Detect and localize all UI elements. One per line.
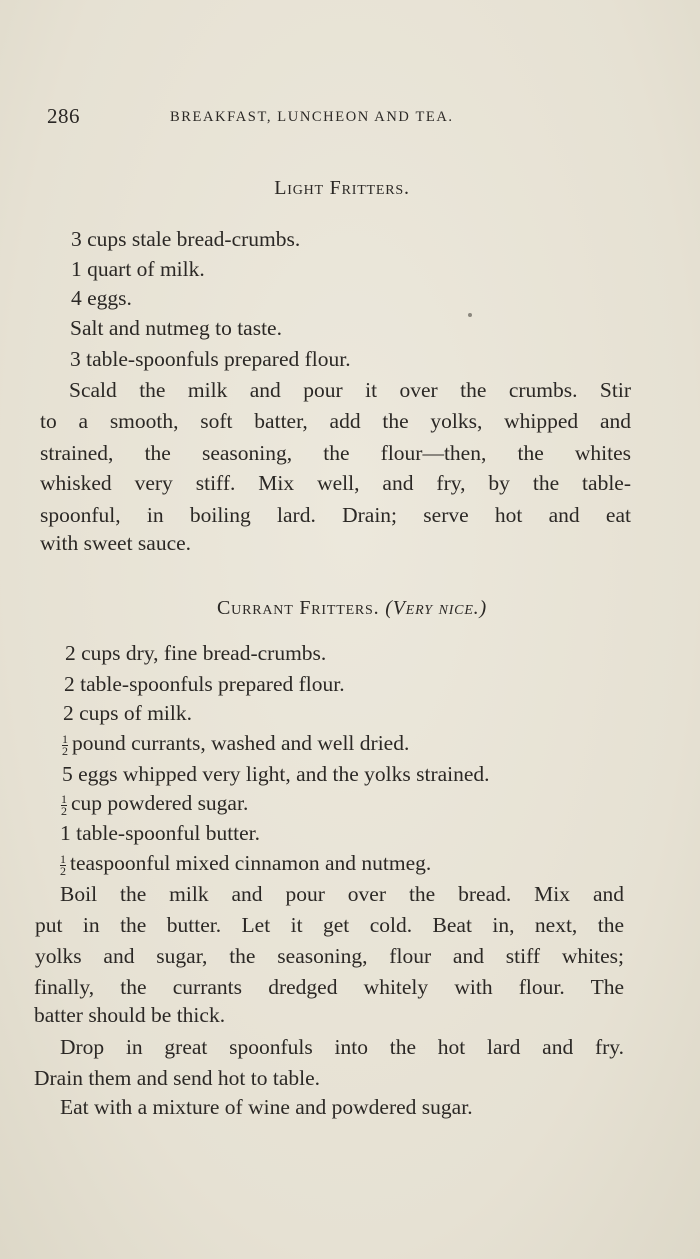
paper-speck xyxy=(468,313,472,317)
direction-line: Scald the milk and pour it over the crumbs. Stir xyxy=(69,378,631,402)
direction-line: Boil the milk and pour over the bread. Mix and xyxy=(60,882,624,906)
running-head xyxy=(40,104,630,134)
ingredient-line: $\frac{1}{2}$ cup powdered sugar. xyxy=(61,791,249,818)
direction-line: put in the butter. Let it get cold. Beat in, next, the xyxy=(35,913,624,937)
ingredient-line: 1 table-spoonful butter. xyxy=(60,821,261,845)
ingredient-line: Salt and nutmeg to taste. xyxy=(70,316,282,340)
page-number: 286 xyxy=(47,104,80,128)
direction-line: Drain them and send hot to table. xyxy=(34,1066,320,1090)
direction-line: to a smooth, soft batter, add the yolks, whipped and xyxy=(40,409,631,433)
fraction-half: $\frac{1}{2}$ xyxy=(62,731,68,758)
ingredient-line: 2 cups of milk. xyxy=(63,701,192,725)
direction-line: with sweet sauce. xyxy=(40,531,192,555)
recipe-title-light-fritters: Light Fritters. xyxy=(274,177,410,199)
ingredient-line: 3 table-spoonfuls prepared flour. xyxy=(70,347,351,371)
ingredient-line: 2 table-spoonfuls prepared flour. xyxy=(64,672,345,696)
direction-line: finally, the currants dredged whitely with flour. The xyxy=(34,975,624,999)
direction-line: strained, the seasoning, the flour—then, the whites xyxy=(40,441,631,465)
running-title: BREAKFAST, LUNCHEON AND TEA. xyxy=(170,109,454,125)
direction-line: Drop in great spoonfuls into the hot lard and fry. xyxy=(60,1035,624,1059)
fraction-half: $\frac{1}{2}$ xyxy=(61,791,67,818)
ingredient-line: $\frac{1}{2}$ pound currants, washed and well dried. xyxy=(62,731,410,758)
recipe-title-currant-fritters xyxy=(2,597,700,620)
recipe-title-text: Currant Fritters. xyxy=(217,597,380,619)
direction-line: Eat with a mixture of wine and powdered sugar. xyxy=(60,1095,473,1119)
direction-line: whisked very stiff. Mix well, and fry, by the table- xyxy=(40,471,631,495)
fraction-half: $\frac{1}{2}$ xyxy=(60,851,66,878)
ingredient-line: 2 cups dry, fine bread-crumbs. xyxy=(65,641,327,665)
ingredient-line: 5 eggs whipped very light, and the yolks strained. xyxy=(62,762,490,786)
direction-line: batter should be thick. xyxy=(34,1003,226,1027)
ingredient-line: 4 eggs. xyxy=(71,286,132,310)
ingredient-line: 1 quart of milk. xyxy=(71,257,205,281)
direction-line: spoonful, in boiling lard. Drain; serve hot and eat xyxy=(40,503,631,527)
ingredient-line: $\frac{1}{2}$ teaspoonful mixed cinnamon and nutmeg. xyxy=(60,851,432,878)
direction-line: yolks and sugar, the seasoning, flour and stiff whites; xyxy=(35,944,624,968)
recipe-note: (Very nice.) xyxy=(385,597,487,619)
ingredient-line: 3 cups stale bread-crumbs. xyxy=(71,227,301,251)
